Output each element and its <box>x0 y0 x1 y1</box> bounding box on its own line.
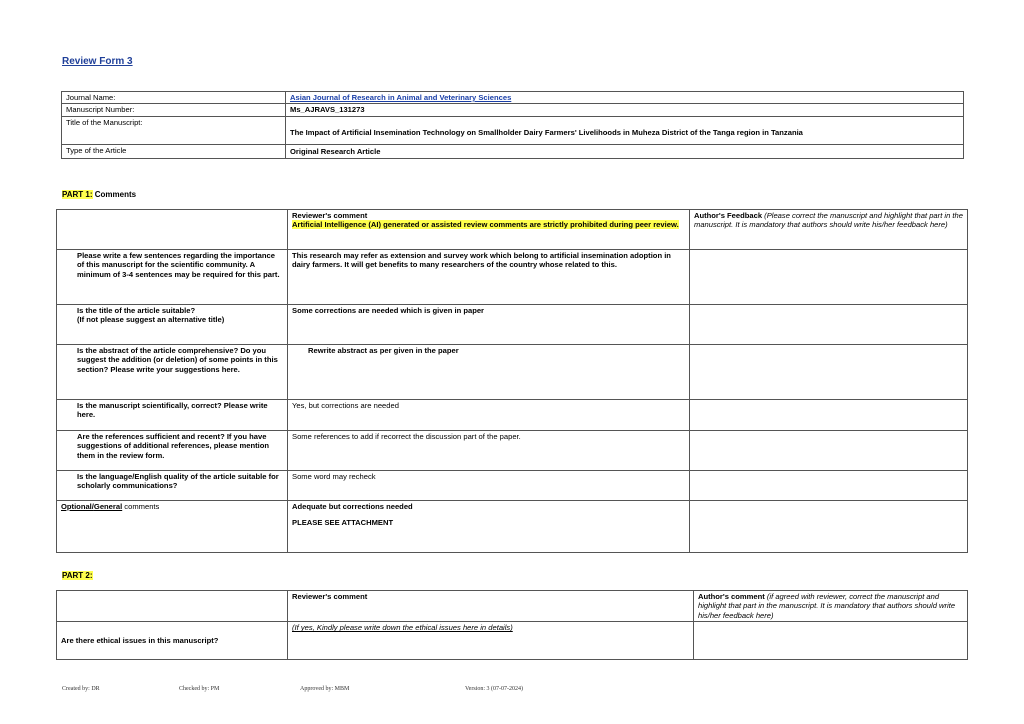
author-feedback-ethics[interactable] <box>694 622 968 660</box>
part1-author-header-cell <box>690 210 968 250</box>
manuscript-title-value: The Impact of Artificial Insemination Technology on Smallholder Dairy Farmers' Livelihoods in Muheza District of the Tanga region in Tanzania <box>286 116 964 144</box>
part1-label-suffix: Comments <box>92 190 137 199</box>
part2-header-blank <box>57 591 288 622</box>
manuscript-number-label: Manuscript Number: <box>62 104 286 116</box>
article-type-label: Type of the Article <box>62 144 286 158</box>
optional-answer-1: Adequate but corrections needed <box>292 502 413 511</box>
question-language: Is the language/English quality of the article suitable for scholarly communications? <box>57 471 288 501</box>
answer-language: Some word may recheck <box>288 471 690 501</box>
optional-answer-2: PLEASE SEE ATTACHMENT <box>292 518 394 528</box>
ethics-answer: (If yes, Kindly please write down the ethical issues here in details) <box>288 622 694 660</box>
part2-author-header: Author's comment <box>698 592 765 601</box>
answer-scientific: Yes, but corrections are needed <box>288 400 690 431</box>
optional-comments-label <box>57 501 288 553</box>
part2-reviewer-header: Reviewer's comment <box>288 591 694 622</box>
footer-version: Version: 3 (07-07-2024) <box>465 686 523 692</box>
question-scientific: Is the manuscript scientifically, correct? Please write here. <box>57 400 288 431</box>
part1-heading <box>62 190 136 199</box>
optional-label-b: General <box>93 502 123 511</box>
question-references: Are the references sufficient and recent? If you have suggestions of additional references, please mention them in the review form. <box>57 431 288 471</box>
footer-checked: Checked by: PM <box>179 686 220 692</box>
answer-abstract: Rewrite abstract as per given in the paper <box>288 345 690 400</box>
part1-reviewer-header: Reviewer's comment <box>292 211 368 220</box>
form-title: Review Form 3 <box>62 56 133 67</box>
author-feedback-language[interactable] <box>690 471 968 501</box>
optional-label-a: Optional/ <box>61 502 94 511</box>
article-type-value: Original Research Article <box>286 144 964 158</box>
question-title: Is the title of the article suitable? (If not please suggest an alternative title) <box>57 305 288 345</box>
part1-author-note: (Please correct the manuscript and highlight that part in the manuscript. It is mandatory that authors should write his/her feedback here) <box>694 211 963 230</box>
manuscript-info-table <box>61 91 964 159</box>
optional-comments-answer <box>288 501 690 553</box>
author-feedback-abstract[interactable] <box>690 345 968 400</box>
author-feedback-scientific[interactable] <box>690 400 968 431</box>
author-feedback-importance[interactable] <box>690 250 968 305</box>
journal-label: Journal Name: <box>62 92 286 104</box>
ethics-question: Are there ethical issues in this manuscript? <box>57 622 288 660</box>
part1-reviewer-header-cell <box>288 210 690 250</box>
part2-label: PART 2: <box>62 571 93 580</box>
answer-importance: This research may refer as extension and survey work which belong to artificial insemination adoption in dairy farmers. It will get benefits to many researchers of the country whose related to this. <box>288 250 690 305</box>
question-importance: Please write a few sentences regarding the importance of this manuscript for the scientific community. A minimum of 3-4 sentences may be required for this part. <box>57 250 288 305</box>
optional-label-c: comments <box>122 502 160 511</box>
part2-author-header-cell <box>694 591 968 622</box>
author-feedback-optional[interactable] <box>690 501 968 553</box>
answer-title: Some corrections are needed which is given in paper <box>288 305 690 345</box>
part1-comments-table <box>56 209 968 553</box>
manuscript-title-label: Title of the Manuscript: <box>62 116 286 144</box>
part2-ethics-table <box>56 590 968 660</box>
author-feedback-title[interactable] <box>690 305 968 345</box>
footer-approved: Approved by: MBM <box>300 686 350 692</box>
part2-heading <box>62 571 93 580</box>
part2-author-note: (if agreed with reviewer, correct the manuscript and highlight that part in the manuscript. It is mandatory that authors should write his/her feedback here) <box>698 592 956 620</box>
question-abstract: Is the abstract of the article comprehensive? Do you suggest the addition (or deletion) of some points in this section? Please write your suggestions here. <box>57 345 288 400</box>
ai-notice: Artificial Intelligence (AI) generated or assisted review comments are strictly prohibited during peer review. <box>292 220 679 230</box>
author-feedback-references[interactable] <box>690 431 968 471</box>
journal-name-link[interactable]: Asian Journal of Research in Animal and Veterinary Sciences <box>290 93 512 102</box>
part1-label: PART 1: <box>62 190 93 199</box>
manuscript-number-value: Ms_AJRAVS_131273 <box>286 104 964 116</box>
answer-references: Some references to add if recorrect the discussion part of the paper. <box>288 431 690 471</box>
part1-author-header: Author's Feedback <box>694 211 763 220</box>
footer-created: Created by: DR <box>62 686 100 692</box>
part1-header-blank <box>57 210 288 250</box>
